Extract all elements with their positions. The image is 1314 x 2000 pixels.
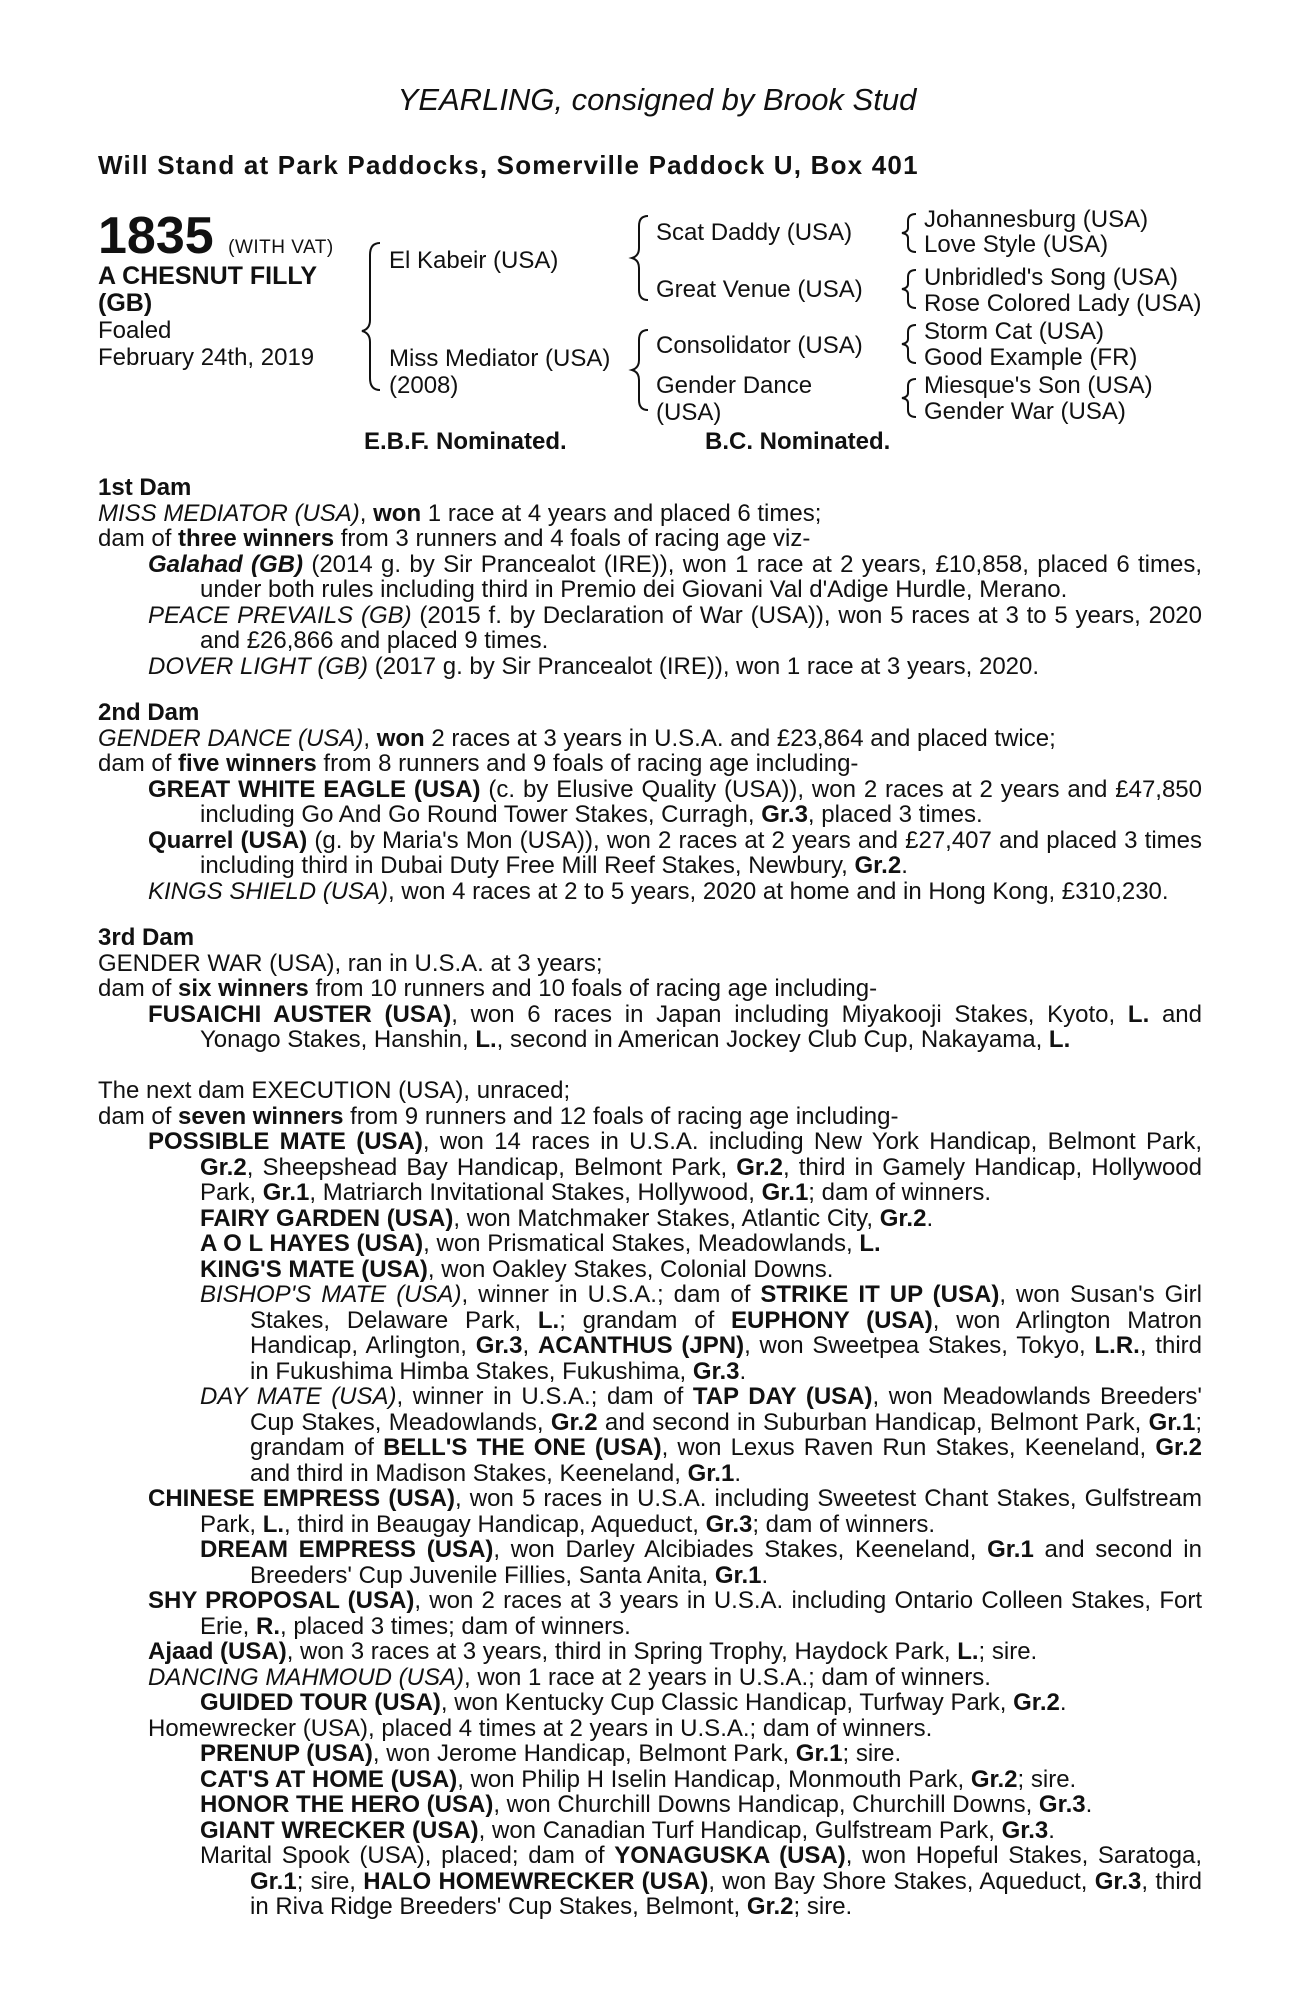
ped-g3-2: Love Style (USA): [924, 231, 1109, 258]
lot-number-value: 1835: [98, 207, 214, 265]
stand-location: Will Stand at Park Paddocks, Somerville Paddock U, Box 401: [98, 150, 919, 180]
next-dam-gf-6: DREAM EMPRESS (USA), won Darley Alcibiades Stakes, Keeneland, Gr.1 and second in Breeders' Cup Juvenile Fillies, Santa Anita, Gr.1.: [200, 1536, 1202, 1589]
vat-label: (WITH VAT): [228, 237, 334, 258]
third-dam-heading: 3rd Dam: [98, 924, 195, 951]
ped-g3-6: Good Example (FR): [924, 344, 1138, 371]
ped-g3-1: Johannesburg (USA): [924, 206, 1149, 233]
ebf-nominated: E.B.F. Nominated.: [364, 428, 567, 455]
next-dam-gf-3: KING'S MATE (USA), won Oakley Stakes, Colonial Downs.: [200, 1255, 834, 1283]
ped-g3-8: Gender War (USA): [924, 398, 1126, 425]
sire-name: El Kabeir (USA): [389, 247, 559, 274]
next-dam-gf-10: HONOR THE HERO (USA), won Churchill Downs Handicap, Churchill Downs, Gr.3.: [200, 1791, 1093, 1818]
next-dam-foal-5: DANCING MAHMOUD (USA), won 1 race at 2 years in U.S.A.; dam of winners.: [148, 1663, 991, 1691]
next-dam-line: The next dam EXECUTION (USA), unraced;: [98, 1077, 571, 1104]
lot-origin: (GB): [98, 289, 153, 317]
second-dam-foal-1: GREAT WHITE EAGLE (USA) (c. by Elusive Quality (USA)), won 2 races at 2 years and £47,850 including Go And Go Round Tower Stakes, Curragh, Gr.3, placed 3 times.: [148, 775, 1203, 828]
first-dam-line: MISS MEDIATOR (USA), won 1 race at 4 years and placed 6 times;: [98, 499, 822, 527]
next-dam-section: [98, 1078, 1202, 1920]
dam-dam-origin: (USA): [656, 399, 722, 426]
first-dam-heading: 1st Dam: [98, 474, 192, 501]
first-dam-foal-3: DOVER LIGHT (GB) (2017 g. by Sir Prancealot (IRE)), won 1 race at 3 years, 2020.: [148, 652, 1040, 680]
next-dam-gf-5: DAY MATE (USA), winner in U.S.A.; dam of TAP DAY (USA), won Meadowlands Breeders' Cup Stakes, Meadowlands, Gr.2 and second in Suburban Handicap, Belmont Park, Gr.1; grandam of BELL'S THE ONE (USA), won Lexus Raven Run Stakes, Keeneland, Gr.2 and third in Madison Stakes, Keeneland, Gr.1.: [200, 1383, 1203, 1487]
next-dam-foal-6: Homewrecker (USA), placed 4 times at 2 years in U.S.A.; dam of winners.: [148, 1714, 933, 1742]
foaled-date: February 24th, 2019: [98, 344, 315, 371]
next-dam-foal-1: POSSIBLE MATE (USA), won 14 races in U.S.A. including New York Handicap, Belmont Park, Gr.2, Sheepshead Bay Handicap, Belmont Park, Gr.2, third in Gamely Handicap, Hollywood Park, Gr.1, Matriarch Invitational Stakes, Hollywood, Gr.1; dam of winners.: [148, 1128, 1203, 1206]
foaled-label: Foaled: [98, 317, 172, 344]
next-dam-gf-2: A O L HAYES (USA), won Prismatical Stakes, Meadowlands, L.: [200, 1230, 881, 1257]
second-dam-section: [98, 700, 1202, 904]
dam-name: Miss Mediator (USA): [389, 345, 611, 372]
next-dam-gf-11: GIANT WRECKER (USA), won Canadian Turf Handicap, Gulfstream Park, Gr.3.: [200, 1816, 1055, 1844]
ped-g3-7: Miesque's Son (USA): [924, 372, 1153, 399]
first-dam-section: [98, 475, 1202, 679]
bc-nominated: B.C. Nominated.: [705, 428, 891, 455]
dam-year: (2008): [389, 372, 459, 399]
ped-g3-3: Unbridled's Song (USA): [924, 264, 1179, 291]
next-dam-produce: dam of seven winners from 9 runners and 12 foals of racing age including-: [98, 1102, 899, 1130]
second-dam-line: GENDER DANCE (USA), won 2 races at 3 years in U.S.A. and £23,864 and placed twice;: [98, 724, 1056, 752]
second-dam-foal-2: Quarrel (USA) (g. by Maria's Mon (USA)), won 2 races at 2 years and £27,407 and placed 3 times including third in Dubai Duty Free Mill Reef Stakes, Newbury, Gr.2.: [148, 826, 1202, 879]
third-dam-foal-1: FUSAICHI AUSTER (USA), won 6 races in Japan including Miyakooji Stakes, Kyoto, L. and Yonago Stakes, Hanshin, L., second in American Jockey Club Cup, Nakayama, L.: [148, 1000, 1203, 1053]
first-dam-foal-1: Galahad (GB) (2014 g. by Sir Prancealot (IRE)), won 1 race at 2 years, £10,858, placed 6 times, under both rules including third in Premio dei Giovani Val d'Adige Hurdle, Merano.: [148, 550, 1202, 603]
next-dam-gf-7: GUIDED TOUR (USA), won Kentucky Cup Classic Handicap, Turfway Park, Gr.2.: [200, 1689, 1067, 1716]
next-dam-foal-3: SHY PROPOSAL (USA), won 2 races at 3 years in U.S.A. including Ontario Colleen Stakes, Fort Erie, R., placed 3 times; dam of winners.: [148, 1587, 1203, 1640]
sale-header: YEARLING, consigned by Brook Stud: [397, 82, 917, 117]
dam-sire: Consolidator (USA): [656, 332, 863, 359]
ped-g3-5: Storm Cat (USA): [924, 318, 1105, 345]
next-dam-foal-4: Ajaad (USA), won 3 races at 3 years, third in Spring Trophy, Haydock Park, L.; sire.: [148, 1638, 1038, 1665]
sire-dam: Great Venue (USA): [656, 276, 863, 303]
next-dam-gf-8: PRENUP (USA), won Jerome Handicap, Belmont Park, Gr.1; sire.: [200, 1740, 902, 1767]
third-dam-line: GENDER WAR (USA), ran in U.S.A. at 3 years;: [98, 949, 603, 977]
next-dam-gf-1: FAIRY GARDEN (USA), won Matchmaker Stakes, Atlantic City, Gr.2.: [200, 1204, 934, 1232]
third-dam-produce: dam of six winners from 10 runners and 10 foals of racing age including-: [98, 975, 878, 1002]
first-dam-foal-2: PEACE PREVAILS (GB) (2015 f. by Declaration of War (USA)), won 5 races at 3 to 5 years, 2020 and £26,866 and placed 9 times.: [148, 601, 1203, 654]
next-dam-gf-9: CAT'S AT HOME (USA), won Philip H Iselin Handicap, Monmouth Park, Gr.2; sire.: [200, 1765, 1077, 1793]
first-dam-produce: dam of three winners from 3 runners and 4 foals of racing age viz-: [98, 525, 811, 552]
sire-sire: Scat Daddy (USA): [656, 219, 853, 246]
next-dam-foal-2: CHINESE EMPRESS (USA), won 5 races in U.S.A. including Sweetest Chant Stakes, Gulfstream Park, L., third in Beaugay Handicap, Aqueduct, Gr.3; dam of winners.: [148, 1485, 1202, 1538]
second-dam-produce: dam of five winners from 8 runners and 9 foals of racing age including-: [98, 750, 859, 777]
second-dam-foal-3: KINGS SHIELD (USA), won 4 races at 2 to 5 years, 2020 at home and in Hong Kong, £310,230.: [148, 877, 1169, 905]
third-dam-section: [98, 925, 1202, 1053]
next-dam-gf-12: Marital Spook (USA), placed; dam of YONAGUSKA (USA), won Hopeful Stakes, Saratoga, Gr.1; sire, HALO HOMEWRECKER (USA), won Bay Shore Stakes, Aqueduct, Gr.3, third in Riva Ridge Breeders' Cup Stakes, Belmont, Gr.2; sire.: [200, 1842, 1203, 1920]
second-dam-heading: 2nd Dam: [98, 699, 200, 726]
dam-dam: Gender Dance: [656, 372, 813, 399]
next-dam-gf-4: BISHOP'S MATE (USA), winner in U.S.A.; dam of STRIKE IT UP (USA), won Susan's Girl Stakes, Delaware Park, L.; grandam of EUPHONY (USA), won Arlington Matron Handicap, Arlington, Gr.3, ACANTHUS (JPN), won Sweetpea Stakes, Tokyo, L.R., third in Fukushima Himba Stakes, Fukushima, Gr.3.: [200, 1281, 1203, 1385]
ped-g3-4: Rose Colored Lady (USA): [924, 290, 1202, 317]
lot-description: A CHESNUT FILLY: [98, 262, 317, 290]
